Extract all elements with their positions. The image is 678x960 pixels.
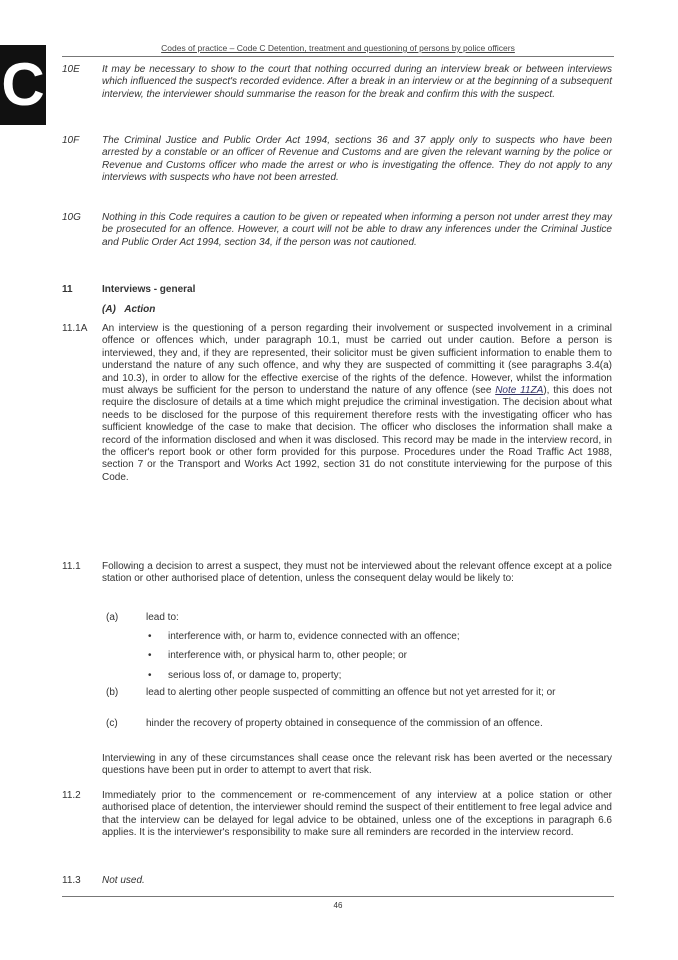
bullet-icon: • bbox=[148, 670, 152, 681]
item-label: (c) bbox=[106, 718, 118, 729]
item-text: lead to: bbox=[146, 612, 179, 623]
bullet-text: serious loss of, or damage to, property; bbox=[168, 670, 342, 681]
note-text: Nothing in this Code requires a caution to be given or repeated when informing a person not under arrest they may be prosecuted for an offence. However, a court will not be able to draw any inferences under the Criminal Justice and Public Order Act 1994, section 34, if the person was not cautioned. bbox=[102, 212, 612, 248]
paragraph-11-1 bbox=[62, 561, 612, 586]
section-heading bbox=[62, 284, 612, 296]
subsection-number: (A) bbox=[102, 304, 116, 315]
section-number: 11 bbox=[62, 284, 73, 295]
page-number: 46 bbox=[333, 901, 343, 910]
note-10e bbox=[62, 64, 612, 101]
item-label: (b) bbox=[106, 687, 119, 698]
paragraph-number: 11.1A bbox=[62, 323, 88, 334]
subsection-title: Action bbox=[124, 304, 156, 315]
page-footer bbox=[62, 896, 614, 912]
paragraph-text: Interviewing in any of these circumstances shall cease once the relevant risk has been averted or the necessary questions have been put in order to attempt to avert that risk. bbox=[102, 753, 612, 777]
item-text: hinder the recovery of property obtained in consequence of the commission of an offence. bbox=[146, 718, 543, 729]
section-title: Interviews - general bbox=[102, 284, 196, 295]
paragraph-number: 11.1 bbox=[62, 561, 81, 572]
paragraph-11-2 bbox=[62, 790, 612, 840]
note-11za-link[interactable]: Note 11ZA bbox=[495, 385, 544, 397]
paragraph-text: Following a decision to arrest a suspect, they must not be interviewed about the relevant offence except at a police station or other authorised place of detention, unless the consequent delay would be likely to: bbox=[102, 561, 612, 585]
paragraph-11-1a bbox=[62, 323, 612, 484]
item-text: lead to alerting other people suspected of committing an offence but not yet arrested for it; or bbox=[146, 687, 556, 698]
note-10g bbox=[62, 212, 612, 249]
paragraph-text: Immediately prior to the commencement or re-commencement of any interview at a police station or other authorised place of detention, the interviewer should remind the suspect of their entitlement to free legal advice and that the interview can be delayed for legal advice to be obtained, unless one of the exceptions in paragraph 6.6 applies. It is the interviewer's responsibility to make sure all reminders are recorded in the interview record. bbox=[102, 790, 612, 839]
subsection-heading bbox=[62, 304, 612, 316]
item-a bbox=[106, 612, 612, 624]
paragraph-11-3 bbox=[62, 875, 612, 887]
paragraph-text: Not used. bbox=[102, 875, 145, 886]
code-c-tab: C bbox=[0, 45, 46, 125]
note-number: 10F bbox=[62, 135, 80, 146]
bullet-text: interference with, or physical harm to, other people; or bbox=[168, 650, 408, 661]
note-10f bbox=[62, 135, 612, 185]
paragraph-number: 11.3 bbox=[62, 875, 81, 886]
paragraph-number: 11.2 bbox=[62, 790, 81, 801]
item-c bbox=[106, 718, 612, 730]
note-number: 10E bbox=[62, 64, 80, 75]
bullet-item bbox=[148, 650, 608, 662]
bullet-text: interference with, or harm to, evidence connected with an offence; bbox=[168, 631, 460, 642]
paragraph-text: An interview is the questioning of a person regarding their involvement or suspected involvement in a criminal offence or offences which, under paragraph 10.1, must be carried out under caution. Before a person is interviewed, they and, if they are represented, their solicitor must be given sufficient information to enable them to understand the nature of any such offence, and why they are suspected of committing it (see paragraphs 3.4(a) and 10.3), in order to allow for the effective exercise of the rights of the defence. However, whilst the information must always be sufficient for the person to understand the nature of any offence (see bbox=[102, 323, 612, 397]
running-header: Codes of practice – Code C Detention, treatment and questioning of persons by police officers bbox=[62, 42, 614, 57]
paragraph-text: ), this does not require the disclosure of details at a time which might prejudice the criminal investigation. The decision about what needs to be disclosed for the purpose of this requirement therefore rests with the investigating officer who has sufficient knowledge of the case to make that decision. The officer who discloses the information shall make a record of the information disclosed and when it was disclosed. This record may be made in the interview record, in the officer's report book or other form provided for this purpose. Procedures under the Road Traffic Act 1988, section 7 or the Transport and Works Act 1992, section 31 do not constitute interviewing for the purpose of this Code. bbox=[102, 385, 613, 483]
note-text: It may be necessary to show to the court that nothing occurred during an interview break or between interviews which influenced the suspect's recorded evidence. After a break in an interview or at the beginning of a subsequent interview, the interviewer should summarise the reason for the break and confirm this with the suspect. bbox=[102, 64, 612, 100]
item-label: (a) bbox=[106, 612, 119, 623]
note-number: 10G bbox=[62, 212, 81, 223]
bullet-item bbox=[148, 631, 608, 643]
paragraph-11-1-closing bbox=[62, 753, 612, 778]
bullet-icon: • bbox=[148, 650, 152, 661]
bullet-icon: • bbox=[148, 631, 152, 642]
bullet-item bbox=[148, 670, 608, 682]
item-b bbox=[106, 687, 612, 699]
note-text: The Criminal Justice and Public Order Act 1994, sections 36 and 37 apply only to suspects who have been arrested by a constable or an officer of Revenue and Customs and are given the relevant warning by the police or Revenue and Customs officer who made the arrest or who is investigating the offence. They do not apply to any interviews with suspects who have not been arrested. bbox=[102, 135, 612, 184]
